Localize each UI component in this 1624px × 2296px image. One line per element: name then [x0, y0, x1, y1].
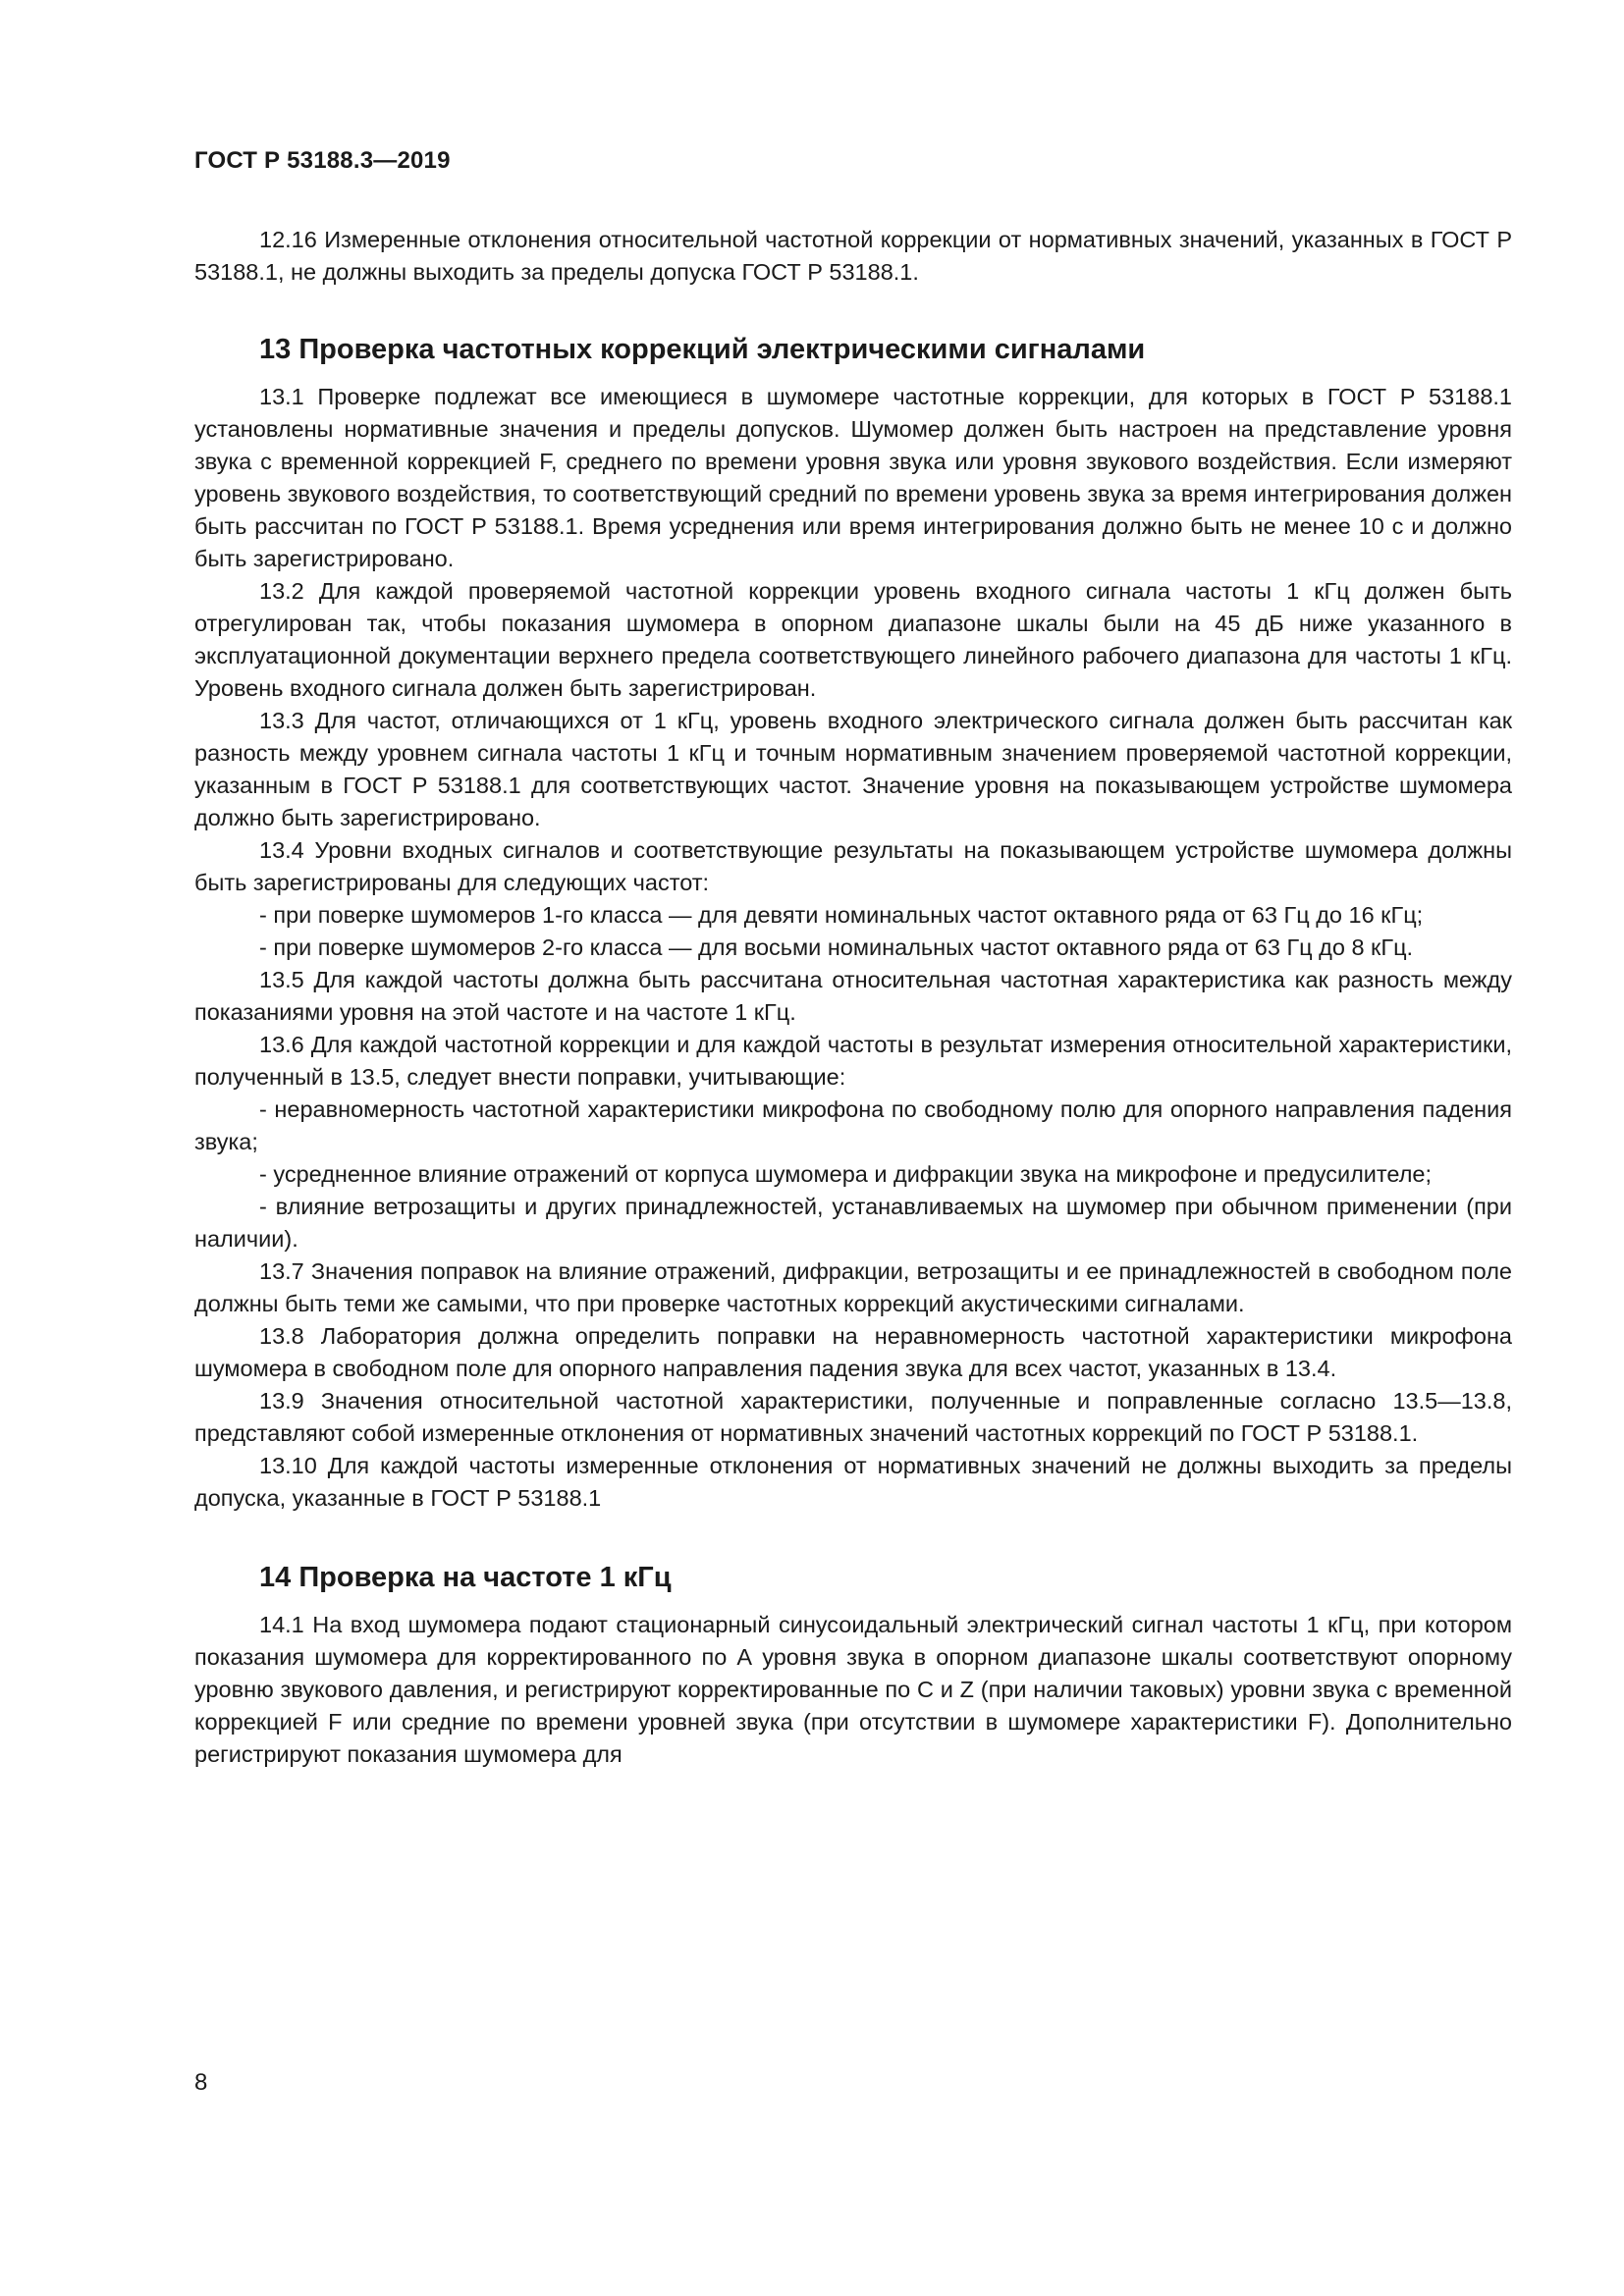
list-item-microphone: - неравномерность частотной характеристики микрофона по свободному полю для опорного направления падения звука; [194, 1096, 1512, 1154]
list-item-class1: - при поверке шумомеров 1-го класса — для девяти номинальных частот октавного ряда от 63 Гц до 16 кГц; [259, 902, 1424, 928]
paragraph-12-16: 12.16 Измеренные отклонения относительной частотной коррекции от нормативных значений, указанных в ГОСТ Р 53188.1, не должны выходить за пределы допуска ГОСТ Р 53188.1. [194, 227, 1512, 285]
paragraph-14-1: 14.1 На вход шумомера подают стационарный синусоидальный электрический сигнал частоты 1 кГц, при котором показания шумомера для корректированного по А уровня звука в опорном диапазоне шкалы соответствуют опорному уровню звукового давления, и регистрируют корректированные по С и Z (при наличии таковых) уровни звука с временной коррекцией F или средние по времени уровней звука (при отсутствии в шумомере характеристики F). Дополнительно регистрируют показания шумомера для [194, 1612, 1512, 1767]
paragraph-13-8: 13.8 Лаборатория должна определить поправки на неравномерность частотной характеристики микрофона шумомера в свободном поле для опорного направления падения звука для всех частот, указанных в 13.4. [194, 1323, 1512, 1381]
paragraph-13-10: 13.10 Для каждой частоты измеренные отклонения от нормативных значений не должны выходить за пределы допуска, указанные в ГОСТ Р 53188.1 [194, 1453, 1512, 1511]
paragraph-13-3: 13.3 Для частот, отличающихся от 1 кГц, уровень входного электрического сигнала должен быть рассчитан как разность между уровнем сигнала частоты 1 кГц и точным нормативным значением проверяемой частотной коррекции, указанным в ГОСТ Р 53188.1 для соответствующих частот. Значение уровня на показывающем устройстве шумомера должно быть зарегистрировано. [194, 708, 1512, 830]
section-13-heading: 13 Проверка частотных коррекций электрическими сигналами [259, 334, 1146, 365]
list-item-class2: - при поверке шумомеров 2-го класса — для восьми номинальных частот октавного ряда от 63 Гц до 8 кГц. [259, 934, 1414, 960]
paragraph-13-9: 13.9 Значения относительной частотной характеристики, полученные и поправленные согласно 13.5—13.8, представляют собой измеренные отклонения от нормативных значений частотных коррекций по ГОСТ Р 53188.1. [194, 1388, 1512, 1446]
paragraph-13-2: 13.2 Для каждой проверяемой частотной коррекции уровень входного сигнала частоты 1 кГц должен быть отрегулирован так, чтобы показания шумомера в опорном диапазоне шкалы были на 45 дБ ниже указанного в эксплуатационной документации верхнего предела соответствующего линейного рабочего диапазона для частоты 1 кГц. Уровень входного сигнала должен быть зарегистрирован. [194, 578, 1512, 701]
paragraph-13-5: 13.5 Для каждой частоты должна быть рассчитана относительная частотная характеристика как разность между показаниями уровня на этой частоте и на частоте 1 кГц. [194, 967, 1512, 1025]
section-14-heading: 14 Проверка на частоте 1 кГц [259, 1562, 672, 1593]
paragraph-13-6: 13.6 Для каждой частотной коррекции и для каждой частоты в результат измерения относительной характеристики, полученный в 13.5, следует внести поправки, учитывающие: [194, 1032, 1512, 1090]
list-item-windscreen: - влияние ветрозащиты и других принадлежностей, устанавливаемых на шумомер при обычном применении (при наличии). [194, 1194, 1512, 1252]
list-item-reflections: - усредненное влияние отражений от корпуса шумомера и дифракции звука на микрофоне и предусилителе; [259, 1161, 1433, 1187]
page-content [194, 224, 1512, 1771]
paragraph-13-4: 13.4 Уровни входных сигналов и соответствующие результаты на показывающем устройстве шумомера должны быть зарегистрированы для следующих частот: [194, 837, 1512, 895]
paragraph-13-7: 13.7 Значения поправок на влияние отражений, дифракции, ветрозащиты и ее принадлежностей в свободном поле должны быть теми же самыми, что при проверке частотных коррекций акустическими сигналами. [194, 1258, 1512, 1316]
running-head: ГОСТ Р 53188.3—2019 [194, 147, 451, 174]
paragraph-13-1: 13.1 Проверке подлежат все имеющиеся в шумомере частотные коррекции, для которых в ГОСТ Р 53188.1 установлены нормативные значения и пределы допусков. Шумомер должен быть настроен на представление уровня звука с временной коррекцией F, среднего по времени уровня звука или уровня звукового воздействия. Если измеряют уровень звукового воздействия, то соответствующий средний по времени уровень звука за время интегрирования должен быть рассчитан по ГОСТ Р 53188.1. Время усреднения или время интегрирования должно быть не менее 10 с и должно быть зарегистрировано. [194, 384, 1512, 571]
page-number: 8 [194, 2069, 208, 2096]
